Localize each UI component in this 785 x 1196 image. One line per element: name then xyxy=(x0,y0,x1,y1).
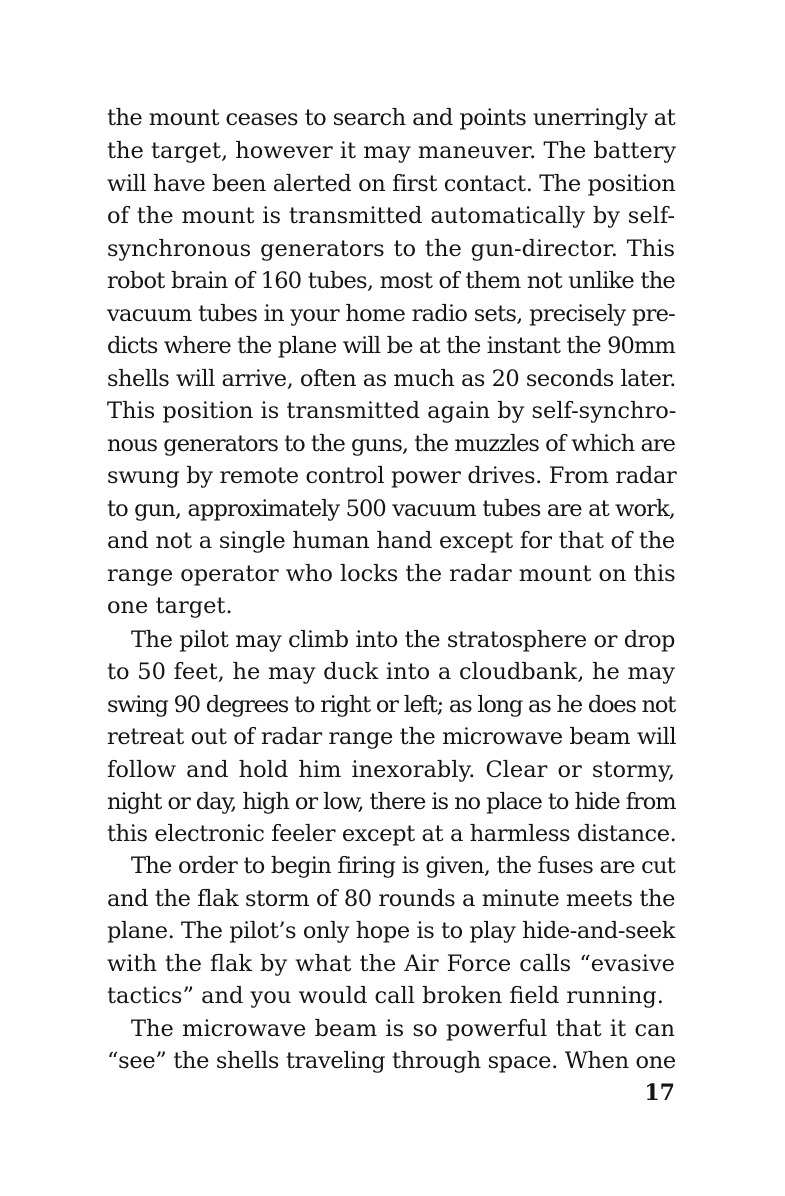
text-line: will have been alerted on first contact. The position xyxy=(107,171,676,197)
text-line: to gun, approximately 500 vacuum tubes are at work, xyxy=(107,496,675,522)
text-line: range operator who locks the radar mount on this xyxy=(107,561,676,587)
text-line: follow and hold him inexorably. Clear or stormy, xyxy=(107,757,675,783)
text-line: nous generators to the guns, the muzzles of which are xyxy=(107,431,675,457)
text-line: The microwave beam is so powerful that it can xyxy=(131,1016,675,1042)
text-line: plane. The pilot’s only hope is to play hide-and-seek xyxy=(107,918,675,944)
text-line: dicts where the plane will be at the instant the 90mm xyxy=(107,333,675,359)
text-line: to 50 feet, he may duck into a cloudbank, he may xyxy=(107,659,675,685)
text-line: the target, however it may maneuver. The battery xyxy=(107,138,677,164)
text-line: robot brain of 160 tubes, most of them not unlike the xyxy=(107,268,675,294)
text-line: This position is transmitted again by self-synchro- xyxy=(107,398,677,424)
text-line: swung by remote control power drives. From radar xyxy=(107,463,677,489)
text-line: tactics” and you would call broken field running. xyxy=(107,983,664,1009)
text-line: shells will arrive, often as much as 20 seconds later. xyxy=(107,366,676,392)
text-line: of the mount is transmitted automatically by self- xyxy=(107,203,675,229)
text-line: and the flak storm of 80 rounds a minute meets the xyxy=(107,886,675,912)
text-line: the mount ceases to search and points unerringly at xyxy=(107,105,676,131)
text-line: The order to begin firing is given, the fuses are cut xyxy=(131,853,675,879)
text-line: retreat out of radar range the microwave beam will xyxy=(107,724,677,750)
text-line: The pilot may climb into the stratosphere or drop xyxy=(131,627,675,653)
page-number: 17 xyxy=(644,1080,675,1106)
text-line: this electronic feeler except at a harmless distance. xyxy=(107,821,677,847)
text-line: one target. xyxy=(107,593,233,619)
text-line: swing 90 degrees to right or left; as long as he does not xyxy=(107,692,675,718)
text-line: night or day, high or low, there is no place to hide from xyxy=(107,789,676,815)
text-line: vacuum tubes in your home radio sets, precisely pre- xyxy=(107,301,675,327)
text-line: with the flak by what the Air Force calls “evasive xyxy=(107,951,675,977)
text-line: “see” the shells traveling through space. When one xyxy=(107,1048,676,1074)
text-line: and not a single human hand except for that of the xyxy=(107,528,675,554)
text-line: synchronous generators to the gun-director. This xyxy=(107,236,675,262)
